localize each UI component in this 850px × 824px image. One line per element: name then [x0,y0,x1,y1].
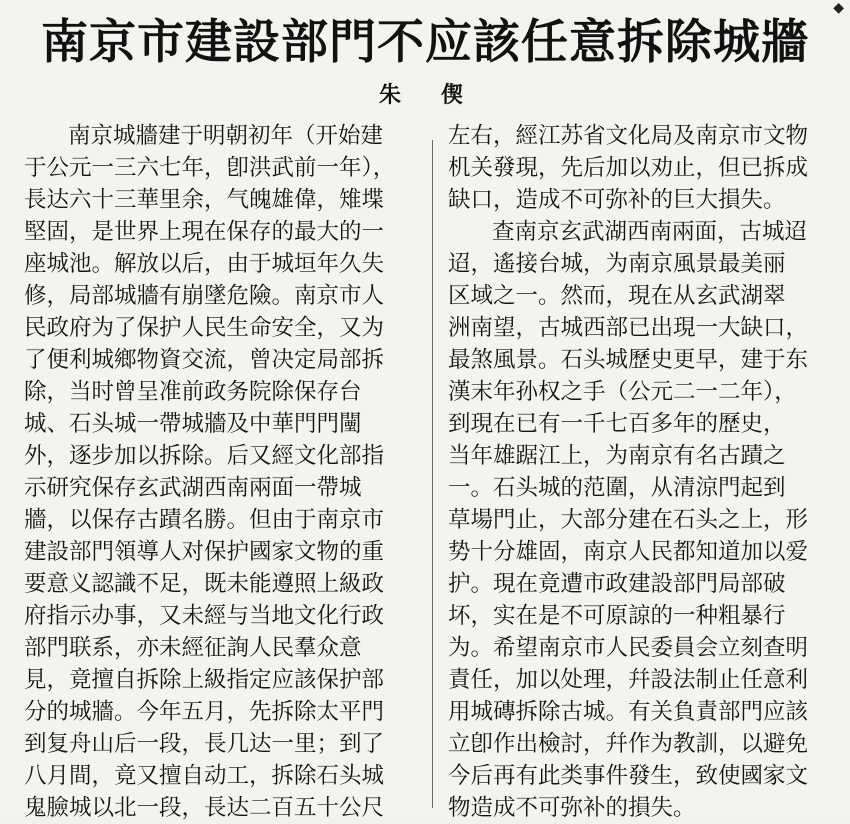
text-line: 缺口，造成不可弥补的巨大損失。 [448,187,786,213]
text-line: 建設部門領導人对保护國家文物的重 [24,539,385,565]
article-left-column [24,120,426,824]
text-line: 区域之一。然而，現在从玄武湖翠 [448,283,786,309]
article-title: 南京市建設部門不应該任意拆除城牆 [41,15,809,70]
text-line: 牆，以保存古蹟名勝。但由于南京市 [24,507,385,533]
text-line: 左右，經江苏省文化局及南京市文物 [448,123,809,149]
article-right-column [448,120,842,824]
text-line: 机关發現，先后加以劝止，但已拆成 [448,155,809,181]
column-divider [432,140,433,808]
text-line: 迢，遙接台城，为南京風景最美丽 [448,251,786,277]
text-line: 用城磚拆除古城。有关負責部門应該 [448,699,809,725]
text-line: 草場門止，大部分建在石头之上，形 [448,507,809,533]
text-line: 最煞風景。石头城歷史更早，建于东 [448,347,809,373]
text-line: 除，当时曾呈准前政务院除保存台 [24,379,362,405]
text-line: 当年雄踞江上，为南京有名古蹟之 [448,443,786,469]
text-line: 要意义認識不足，既未能遵照上級政 [24,571,385,597]
article-author: 朱偰 [378,82,503,108]
text-line: 洲南望，古城西部已出現一大缺口， [448,315,809,341]
text-line: 分的城牆。今年五月，先拆除太平門 [24,699,385,725]
text-line: 責任，加以处理，幷設法制止任意利 [448,667,809,693]
text-line: 了便利城鄉物資交流，曾决定局部拆 [24,347,385,373]
text-line: 示研究保存玄武湖西南兩面一帶城 [24,475,362,501]
text-line: 南京城牆建于明朝初年（开始建 [68,123,384,149]
text-line: 查南京玄武湖西南兩面，古城迢 [492,219,808,245]
text-line: 立卽作出檢討，幷作为教訓，以避免 [448,731,809,757]
text-line: 府指示办事，又未經与当地文化行政 [24,603,385,629]
text-line: 八月間，竟又擅自动工，拆除石头城 [24,763,385,789]
text-line: 护。現在竟遭市政建設部門局部破 [448,571,786,597]
text-line: 到复舟山后一段，長几达一里；到了 [24,731,385,757]
text-line: 外，逐步加以拆除。后又經文化部指 [24,443,385,469]
text-line: 一。石头城的范圍，从清涼門起到 [448,475,786,501]
text-line: 今后再有此类事件發生，致使國家文 [448,763,809,789]
text-line: 势十分雄固，南京人民都知道加以爱 [448,539,809,565]
text-line: 为。希望南京市人民委員会立刻查明 [448,635,809,661]
text-line: 坏，实在是不可原諒的一种粗暴行 [448,603,786,629]
text-line: 到現在已有一千七百多年的歷史， [448,411,786,437]
text-line: 民政府为了保护人民生命安全，又为 [24,315,385,341]
text-line: 鬼臉城以北一段，長达二百五十公尺 [24,795,385,821]
text-line: 城、石头城一帶城牆及中華門門闉 [24,411,362,437]
text-line: 堅固，是世界上現在保存的最大的一 [24,219,385,245]
text-line: 長达六十三華里余，气魄雄偉，雉堞 [24,187,385,213]
text-line: 物造成不可弥补的損失。 [448,795,696,821]
text-line: 座城池。解放以后，由于城垣年久失 [24,251,385,277]
text-line: 于公元一三六七年，卽洪武前一年）， [24,155,396,181]
corner-mark: ◆ [833,0,844,16]
text-line: 漢末年孙权之手（公元二一二年）， [448,379,797,405]
text-line: 見，竟擅自拆除上級指定应該保护部 [24,667,385,693]
text-line: 修，局部城牆有崩墜危險。南京市人 [24,283,385,309]
text-line: 部門联系，亦未經征詢人民羣众意 [24,635,362,661]
